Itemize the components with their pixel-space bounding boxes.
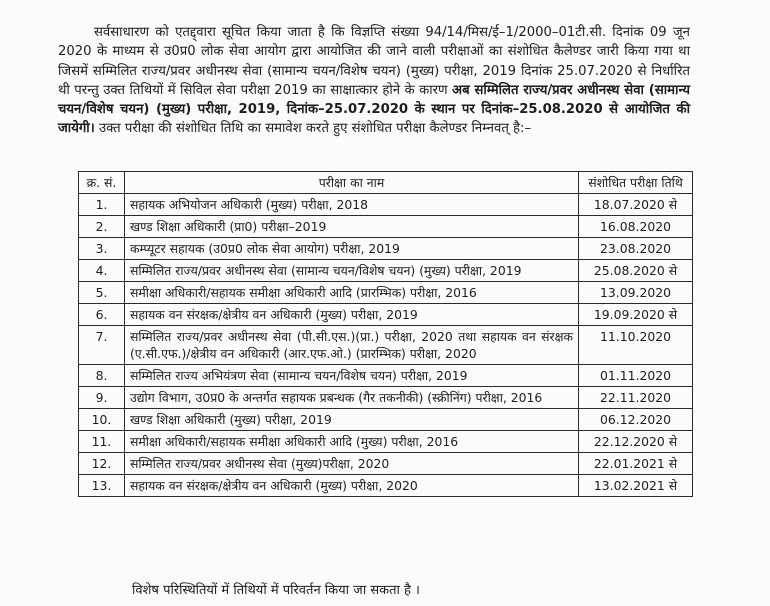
serial-number-cell: 2. (79, 216, 125, 238)
revised-date-cell: 13.02.2021 से (579, 475, 693, 497)
serial-number-cell: 13. (79, 475, 125, 497)
exam-calendar-table (78, 171, 693, 497)
exam-name-cell: खण्ड शिक्षा अधिकारी (मुख्य) परीक्षा, 2019 (124, 409, 578, 431)
notice-text-part2: उक्त परीक्षा की संशोधित तिथि का समावेश करते हुए संशोधित परीक्षा कैलेण्डर निम्नवत् है:– (94, 121, 532, 137)
revised-date-cell: 25.08.2020 से (579, 260, 693, 282)
table-row (79, 387, 693, 409)
serial-number-cell: 5. (79, 282, 125, 304)
revised-date-cell: 22.11.2020 (579, 387, 693, 409)
table-row (79, 409, 693, 431)
revised-date-cell: 16.08.2020 (579, 216, 693, 238)
table-row (79, 431, 693, 453)
header-revised-date: संशोधित परीक्षा तिथि (579, 172, 693, 194)
revised-date-cell: 22.01.2021 से (579, 453, 693, 475)
exam-name-cell: सहायक वन संरक्षक/क्षेत्रीय वन अधिकारी (मुख्य) परीक्षा, 2020 (124, 475, 578, 497)
table-row (79, 238, 693, 260)
serial-number-cell: 10. (79, 409, 125, 431)
footer-note: विशेष परिस्थितियों में तिथियों में परिवर्तन किया जा सकता है । (132, 583, 420, 598)
table-row (79, 453, 693, 475)
serial-number-cell: 6. (79, 304, 125, 326)
revised-date-cell: 18.07.2020 से (579, 194, 693, 216)
revised-date-cell: 11.10.2020 (579, 326, 693, 365)
exam-name-cell: सम्मिलित राज्य/प्रवर अधीनस्थ सेवा (पी.सी.एस.)(प्रा.) परीक्षा, 2020 तथा सहायक वन संरक्षक (ए.सी.एफ.)/क्षेत्रीय वन अधिकारी (आर.एफ.ओ.) (प्रारम्भिक) परीक्षा, 2020 (124, 326, 578, 365)
exam-name-cell: सम्मिलित राज्य अभियंत्रण सेवा (सामान्य चयन/विशेष चयन) परीक्षा, 2019 (124, 365, 578, 387)
serial-number-cell: 7. (79, 326, 125, 365)
exam-name-cell: कम्प्यूटर सहायक (उ0प्र0 लोक सेवा आयोग) परीक्षा, 2019 (124, 238, 578, 260)
table-row (79, 326, 693, 365)
serial-number-cell: 3. (79, 238, 125, 260)
exam-name-cell: सम्मिलित राज्य/प्रवर अधीनस्थ सेवा (मुख्य)परीक्षा, 2020 (124, 453, 578, 475)
serial-number-cell: 11. (79, 431, 125, 453)
exam-name-cell: सहायक वन संरक्षक/क्षेत्रीय वन अधिकारी (मुख्य) परीक्षा, 2019 (124, 304, 578, 326)
revised-date-cell: 13.09.2020 (579, 282, 693, 304)
exam-name-cell: समीक्षा अधिकारी/सहायक समीक्षा अधिकारी आदि (प्रारम्भिक) परीक्षा, 2016 (124, 282, 578, 304)
revised-date-cell: 22.12.2020 से (579, 431, 693, 453)
notice-text-bold: अब सम्मिलित राज्य/प्रवर अधीनस्थ सेवा (सामान्य चयन/विशेष चयन) (मुख्य) परीक्षा, 2019, दिनांक–25.07.2020 के स्थान पर दिनांक–25.08.2020 से आयोजित की जायेगी। (58, 82, 690, 137)
header-serial-number: क्र. सं. (79, 172, 125, 194)
exam-name-cell: समीक्षा अधिकारी/सहायक समीक्षा अधिकारी आदि (मुख्य) परीक्षा, 2016 (124, 431, 578, 453)
notice-text-part1: सर्वसाधारण को एतद्द्वारा सूचित किया जाता है कि विज्ञप्ति संख्या 94/14/मिस/ई–1/2000–01टी.सी. दिनांक 09 जून 2020 के माध्यम से उ0प्र0 लोक सेवा आयोग द्वारा आयोजित की जाने वाली परीक्षाओं का संशोधित कैलेण्डर जारी किया गया था जिसमें सम्मिलित राज्य/प्रवर अधीनस्थ सेवा (सामान्य चयन/विशेष चयन) (मुख्य) परीक्षा, 2019 दिनांक 25.07.2020 से निर्धारित थी परन्तु उक्त तिथियों में सिविल सेवा परीक्षा 2019 का साक्षात्कार होने के कारण (58, 25, 690, 98)
table-row (79, 282, 693, 304)
header-exam-name: परीक्षा का नाम (124, 172, 578, 194)
table-header-row (79, 172, 693, 194)
notice-paragraph (58, 23, 690, 138)
table-row (79, 216, 693, 238)
table-row (79, 194, 693, 216)
revised-date-cell: 01.11.2020 (579, 365, 693, 387)
serial-number-cell: 9. (79, 387, 125, 409)
exam-name-cell: खण्ड शिक्षा अधिकारी (प्रा0) परीक्षा–2019 (124, 216, 578, 238)
exam-name-cell: उद्योग विभाग, उ0प्र0 के अन्तर्गत सहायक प्रबन्धक (गैर तकनीकी) (स्क्रीनिंग) परीक्षा, 2016 (124, 387, 578, 409)
exam-name-cell: सहायक अभियोजन अधिकारी (मुख्य) परीक्षा, 2018 (124, 194, 578, 216)
serial-number-cell: 4. (79, 260, 125, 282)
table-row (79, 304, 693, 326)
table-row (79, 475, 693, 497)
revised-date-cell: 06.12.2020 (579, 409, 693, 431)
revised-date-cell: 19.09.2020 से (579, 304, 693, 326)
serial-number-cell: 8. (79, 365, 125, 387)
serial-number-cell: 1. (79, 194, 125, 216)
exam-name-cell: सम्मिलित राज्य/प्रवर अधीनस्थ सेवा (सामान्य चयन/विशेष चयन) (मुख्य) परीक्षा, 2019 (124, 260, 578, 282)
table-row (79, 260, 693, 282)
revised-date-cell: 23.08.2020 (579, 238, 693, 260)
serial-number-cell: 12. (79, 453, 125, 475)
table-row (79, 365, 693, 387)
